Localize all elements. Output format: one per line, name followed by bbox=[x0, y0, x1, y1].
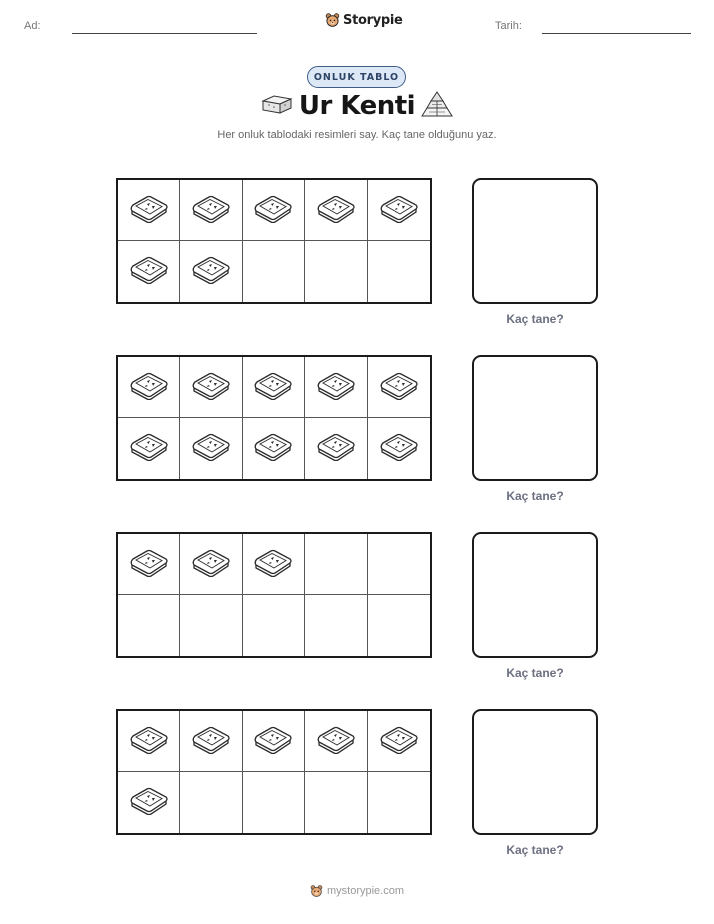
ten-frame-cell bbox=[243, 418, 305, 479]
clay-tablet-icon bbox=[189, 370, 233, 405]
ten-frame-cell bbox=[305, 772, 367, 833]
date-label: Tarih: bbox=[495, 20, 522, 32]
ten-frame-cell bbox=[368, 711, 430, 772]
bear-mascot-icon bbox=[310, 884, 323, 898]
ten-frame-cell bbox=[180, 595, 242, 656]
ten-frame-4 bbox=[116, 709, 432, 835]
brand-logo bbox=[325, 12, 403, 28]
ten-frame-cell bbox=[180, 534, 242, 595]
ten-frame-cell bbox=[305, 241, 367, 302]
ten-frame-cell bbox=[243, 711, 305, 772]
ten-frame-1 bbox=[116, 178, 432, 304]
answer-label-3: Kaç tane? bbox=[506, 666, 564, 680]
ten-frame-cell bbox=[243, 241, 305, 302]
page-title: Ur Kenti bbox=[298, 91, 416, 121]
clay-tablet-icon bbox=[314, 724, 358, 759]
ten-frame-cell bbox=[118, 418, 180, 479]
clay-tablet-icon bbox=[314, 370, 358, 405]
answer-label-4: Kaç tane? bbox=[506, 843, 564, 857]
clay-tablet-icon bbox=[314, 193, 358, 228]
brand-name: Storypie bbox=[343, 12, 403, 28]
ten-frame-cell bbox=[118, 241, 180, 302]
ten-frame-cell bbox=[118, 711, 180, 772]
bear-mascot-icon bbox=[325, 12, 340, 28]
ten-frame-2 bbox=[116, 355, 432, 481]
clay-tablet-icon bbox=[377, 431, 421, 466]
ten-frame-cell bbox=[118, 595, 180, 656]
ten-frame-cell bbox=[305, 595, 367, 656]
ten-frame-cell bbox=[368, 241, 430, 302]
worksheet-type-badge: ONLUK TABLO bbox=[307, 66, 406, 88]
ten-frame-cell bbox=[368, 180, 430, 241]
ten-frame-cell bbox=[305, 180, 367, 241]
ten-frame-3 bbox=[116, 532, 432, 658]
ten-frame-cell bbox=[243, 180, 305, 241]
clay-tablet-icon bbox=[189, 431, 233, 466]
answer-label-2: Kaç tane? bbox=[506, 489, 564, 503]
clay-tablet-icon bbox=[251, 370, 295, 405]
ten-frame-cell bbox=[180, 241, 242, 302]
instructions: Her onluk tablodaki resimleri say. Kaç tane olduğunu yaz. bbox=[217, 129, 497, 141]
clay-tablet-icon bbox=[127, 431, 171, 466]
name-label: Ad: bbox=[24, 20, 41, 32]
footer-url: mystorypie.com bbox=[326, 885, 405, 897]
ten-frame-cell bbox=[368, 595, 430, 656]
ten-frame-cell bbox=[368, 418, 430, 479]
clay-tablet-icon bbox=[251, 724, 295, 759]
answer-box-2[interactable] bbox=[472, 355, 598, 481]
ten-frame-cell bbox=[305, 357, 367, 418]
answer-label-1: Kaç tane? bbox=[506, 312, 564, 326]
ten-frame-cell bbox=[243, 534, 305, 595]
clay-tablet-icon bbox=[127, 547, 171, 582]
clay-tablet-icon bbox=[314, 431, 358, 466]
clay-tablet-icon bbox=[127, 370, 171, 405]
ten-frame-cell bbox=[118, 357, 180, 418]
ten-frame-cell bbox=[118, 180, 180, 241]
clay-tablet-icon bbox=[377, 724, 421, 759]
clay-tablet-icon bbox=[127, 785, 171, 820]
clay-tablet-icon bbox=[189, 193, 233, 228]
answer-box-1[interactable] bbox=[472, 178, 598, 304]
ten-frame-cell bbox=[243, 772, 305, 833]
ten-frame-cell bbox=[180, 418, 242, 479]
clay-tablet-icon bbox=[251, 193, 295, 228]
ten-frame-cell bbox=[118, 772, 180, 833]
clay-tablet-icon bbox=[127, 254, 171, 289]
ten-frame-cell bbox=[118, 534, 180, 595]
ten-frame-cell bbox=[180, 711, 242, 772]
clay-tablet-icon bbox=[251, 431, 295, 466]
ten-frame-cell bbox=[180, 180, 242, 241]
ten-frame-cell bbox=[368, 534, 430, 595]
name-line[interactable] bbox=[72, 33, 257, 34]
clay-tablet-icon bbox=[189, 724, 233, 759]
ten-frame-cell bbox=[180, 357, 242, 418]
ziggurat-icon bbox=[419, 90, 455, 120]
ten-frame-cell bbox=[368, 772, 430, 833]
clay-tablet-icon bbox=[189, 254, 233, 289]
ten-frame-cell bbox=[368, 357, 430, 418]
ten-frame-cell bbox=[305, 534, 367, 595]
date-line[interactable] bbox=[542, 33, 691, 34]
clay-tablet-icon bbox=[377, 193, 421, 228]
ten-frame-cell bbox=[305, 711, 367, 772]
answer-box-3[interactable] bbox=[472, 532, 598, 658]
clay-tablet-icon bbox=[127, 724, 171, 759]
clay-tablet-icon bbox=[251, 547, 295, 582]
footer bbox=[0, 884, 714, 898]
ten-frame-cell bbox=[180, 772, 242, 833]
ten-frame-cell bbox=[243, 357, 305, 418]
clay-tablet-icon bbox=[377, 370, 421, 405]
clay-tablet-icon bbox=[127, 193, 171, 228]
clay-tablet-icon bbox=[189, 547, 233, 582]
ten-frame-cell bbox=[243, 595, 305, 656]
answer-box-4[interactable] bbox=[472, 709, 598, 835]
ten-frame-cell bbox=[305, 418, 367, 479]
